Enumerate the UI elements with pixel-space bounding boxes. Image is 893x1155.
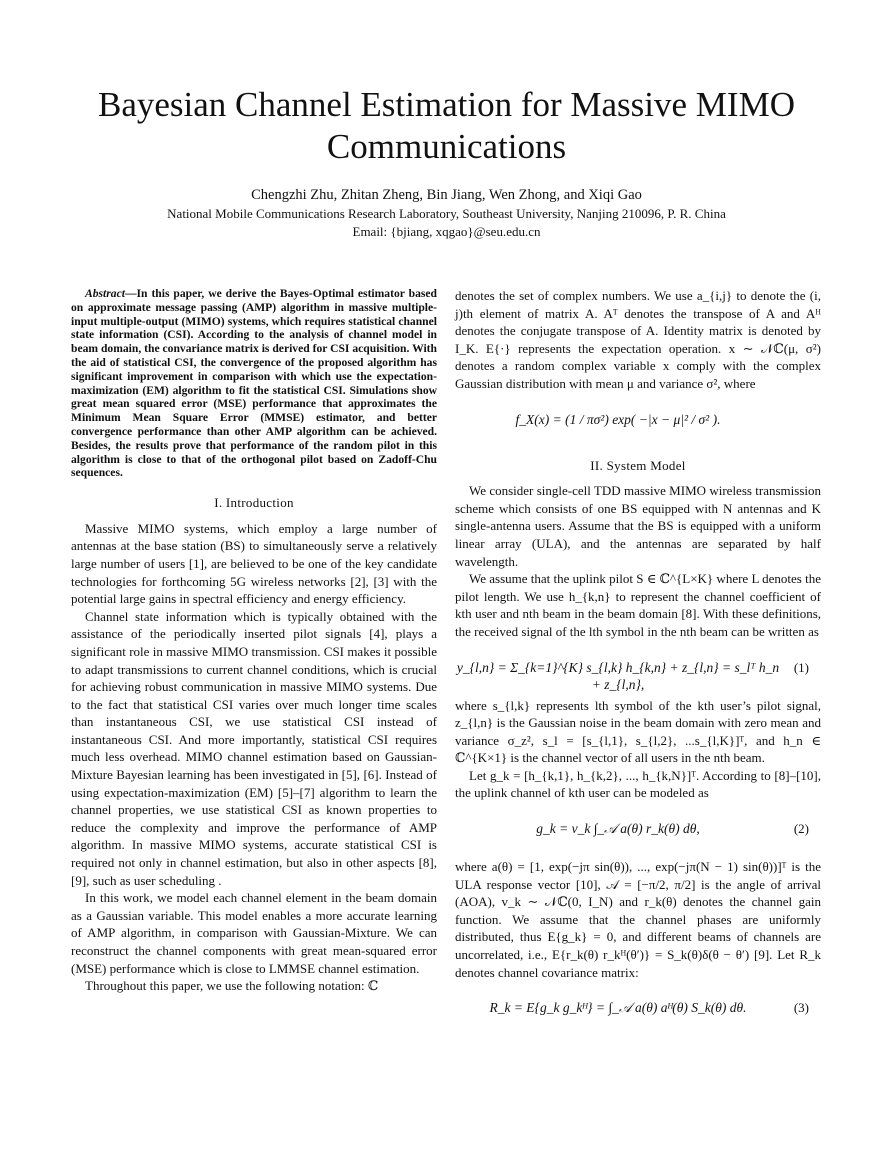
system-paragraph-4: Let g_k = [h_{k,1}, h_{k,2}, ..., h_{k,N}]ᵀ. According to [8]–[10], the uplink channel of kth user can be modeled as bbox=[455, 767, 821, 801]
abstract-label: Abstract bbox=[85, 287, 125, 300]
right-column bbox=[455, 287, 821, 1037]
intro-paragraph-2: Channel state information which is typically obtained with the assistance of the periodically inserted pilot signals [4], plays a significant role in massive MIMO transmission. CSI makes it possible to adapt transmissions to current channel conditions, which is crucial for achieving robust communication in massive MIMO systems. Due to the fact that statistical CSI varies over much longer time scales than instantaneous CSI, we use statistical CSI instead of instantaneous CSI. And more importantly, statistical CSI requires much less overhead. MIMO channel estimation based on Gaussian-Mixture Bayesian learning has been investigated in [5], [6]. Instead of using expectation-maximization (EM) [5]–[7] algorithm to learn the channel properties, we use statistical CSI as known properties to reduce the complexity and improve the performance of AMP algorithm. In massive MIMO systems, accurate statistical CSI is required not only in channel estimation, but also in other aspects [8], [9], such as user scheduling . bbox=[71, 608, 437, 888]
abstract-text: —In this paper, we derive the Bayes-Optimal estimator based on approximate message passing (AMP) algorithm in massive multiple-input multiple-output (MIMO) systems, which requires statistical channel state information (CSI). According to the analysis of channel model in beam domain, the convariance matrix is derived for CSI acquisition. With the aid of statistical CSI, the convergence of the proposed algorithm has significant improvement in comparison with which use the expectation-maximization (EM) algorithm to fit the statistical CSI. Simulations show great mean squared error (MSE) performance that approximates the Minimum Mean Square Error (MMSE) estimator, and better convergence performance than other AMP algorithm can be achieved. Besides, the results prove that performance of the random pilot in this algorithm is close to that of the orthogonal pilot based on Zadoff-Chu sequences. bbox=[71, 287, 437, 480]
system-paragraph-1: We consider single-cell TDD massive MIMO wireless transmission scheme which consists of one BS equipped with N antennas and K single-antenna users. Assume that the BS is equipped with a uniform linear array (ULA), and the antennas are separated by half wavelength. bbox=[455, 483, 821, 569]
title-line-2: Communications bbox=[326, 127, 567, 166]
equation-2-number: (2) bbox=[793, 821, 809, 837]
equation-3 bbox=[455, 987, 821, 1031]
intro-paragraph-3: In this work, we model each channel element in the beam domain as a Gaussian variable. This model enables a more accurate learning of AMP algorithm, in comparison with Gaussian-Mixture. We can reconstruct the channel components with great mean-squared error (MSE) performance which is close to LMMSE channel estimation. bbox=[71, 890, 437, 976]
system-paragraph-5: where a(θ) = [1, exp(−jπ sin(θ)), ..., exp(−jπ(N − 1) sin(θ))]ᵀ is the ULA response vector [10], 𝒜 = [−π/2, π/2] is the angle of arrival (AOA), v_k ∼ 𝒩ℂ(0, I_N) and r_k(θ) denotes the channel gain function. We assume that the channel phases are uniformly distributed, thus E{g_k} = 0, and different beams of channels are uncorrelated, i.e., E{r_k(θ) r_kᴴ(θ′)} = S_k(θ)δ(θ − θ′) [9]. Let R_k denotes channel covariance matrix: bbox=[455, 859, 821, 980]
equation-pdf bbox=[455, 399, 821, 443]
equation-3-number: (3) bbox=[793, 1000, 809, 1016]
email: Email: {bjiang, xqgao}@seu.edu.cn bbox=[352, 224, 541, 239]
section-heading-introduction: I. Introduction bbox=[214, 495, 294, 511]
title-line-1: Bayesian Channel Estimation for Massive MIMO bbox=[98, 85, 795, 124]
equation-1-body: y_{l,n} = Σ_{k=1}^{K} s_{l,k} h_{k,n} + z_{l,n} = s_lᵀ h_n + z_{l,n}, bbox=[456, 659, 780, 693]
intro-paragraph-4: Throughout this paper, we use the following notation: ℂ bbox=[85, 978, 379, 994]
equation-2 bbox=[455, 808, 821, 852]
notation-paragraph: denotes the set of complex numbers. We use a_{i,j} to denote the (i, j)th element of matrix A. Aᵀ denotes the transpose of A and Aᴴ denotes the conjugate transpose of A. Identity matrix is denoted by I_K. E{·} represents the expectation operation. x ∼ 𝒩ℂ(μ, σ²) denotes a random complex variable x comply with the complex Gaussian distribution with mean μ and variance σ², where bbox=[455, 288, 821, 391]
intro-paragraph-1: Massive MIMO systems, which employ a large number of antennas at the base station (BS) to simultaneously serve a relatively large number of users [1], are believed to be one of the key candidate technologies for forthcoming 5G wireless networks [2], [3] with the potential large gains in spectral efficiency and energy efficiency. bbox=[71, 520, 437, 607]
equation-3-body: R_k = E{g_k g_kᴴ} = ∫_𝒜 a(θ) aᴴ(θ) S_k(θ) dθ. bbox=[489, 1000, 747, 1016]
equation-1 bbox=[455, 647, 821, 691]
equation-2-body: g_k = v_k ∫_𝒜 a(θ) r_k(θ) dθ, bbox=[536, 821, 700, 837]
affiliation: National Mobile Communications Research Laboratory, Southeast University, Nanjing 210096, P. R. China bbox=[167, 206, 726, 221]
left-column bbox=[71, 287, 437, 995]
system-paragraph-3: where s_{l,k} represents lth symbol of the kth user’s pilot signal, z_{l,n} is the Gaussian noise in the beam domain with zero mean and variance σ_z², s_l = [s_{l,1}, s_{l,2}, ...s_{l,K}]ᵀ, and h_n ∈ ℂ^{K×1} is the channel vector of all users in the nth beam. bbox=[455, 697, 821, 766]
section-heading-system-model: II. System Model bbox=[590, 457, 686, 473]
abstract bbox=[71, 287, 437, 480]
authors: Chengzhi Zhu, Zhitan Zheng, Bin Jiang, Wen Zhong, and Xiqi Gao bbox=[251, 187, 642, 203]
system-paragraph-2: We assume that the uplink pilot S ∈ ℂ^{L×K} where L denotes the pilot length. We use h_{k,n} to represent the channel coefficient of kth user and nth beam in the beam domain [8]. With these definitions, the received signal of the lth symbol in the nth beam can be written as bbox=[455, 571, 821, 639]
paper-title bbox=[0, 84, 893, 168]
equation-pdf-body: f_X(x) = (1 / πσ²) exp( −|x − μ|² / σ² ). bbox=[515, 411, 721, 427]
equation-1-number: (1) bbox=[793, 659, 809, 675]
